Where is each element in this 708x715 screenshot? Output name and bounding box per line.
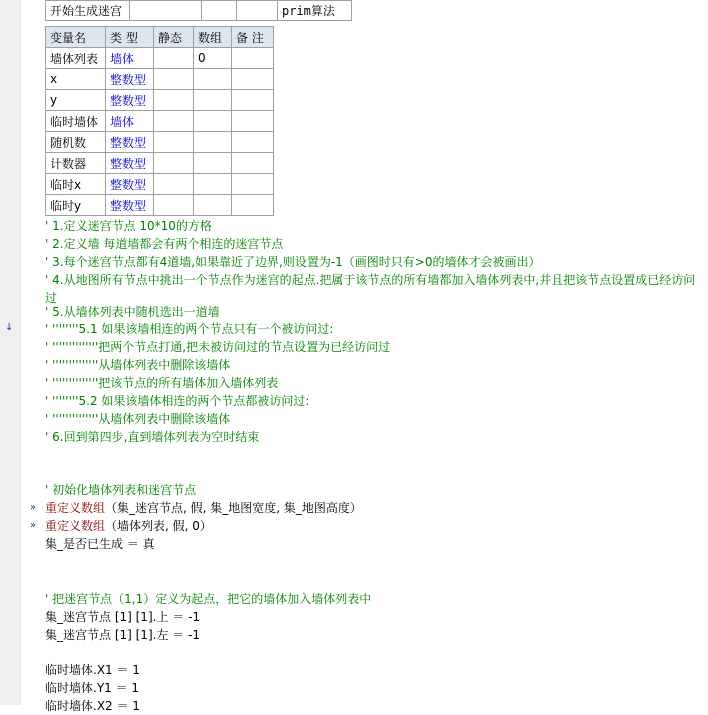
var-name[interactable]: 临时墙体 — [46, 111, 106, 132]
var-type[interactable]: 墙体 — [106, 111, 154, 132]
subroutine-call-icon: » — [30, 502, 37, 513]
subroutine-header-table — [45, 0, 352, 21]
var-note[interactable] — [232, 132, 274, 153]
var-type[interactable]: 整数型 — [106, 174, 154, 195]
var-name[interactable]: y — [46, 90, 106, 111]
variable-row[interactable] — [46, 153, 274, 174]
variable-row[interactable] — [46, 111, 274, 132]
var-static[interactable] — [154, 153, 194, 174]
comment-line[interactable]: ' 2.定义墙 每道墙都会有两个相连的迷宫节点 — [45, 237, 284, 251]
var-array[interactable] — [194, 132, 232, 153]
subroutine-cell-4[interactable] — [237, 1, 278, 21]
comment-line[interactable]: ' ''''''''''''''把两个节点打通,把未被访问过的节点设置为已经访问过 — [45, 340, 391, 354]
variable-row[interactable] — [46, 48, 274, 69]
comment-line[interactable]: ' ''''''''''''''从墙体列表中删除该墙体 — [45, 358, 231, 372]
header-static: 静态 — [154, 27, 194, 48]
variable-row[interactable] — [46, 174, 274, 195]
comment-line[interactable]: ' 5.从墙体列表中随机选出一道墙 — [45, 305, 220, 319]
code-line[interactable]: 临时墙体.X2 ＝ 1 — [45, 699, 140, 713]
command-name: 重定义数组 — [45, 501, 106, 515]
var-static[interactable] — [154, 48, 194, 69]
comment-line[interactable]: ' 3.每个迷宫节点都有4道墙,如果靠近了边界,则设置为-1（画图时只有>0的墙体才会被画出） — [45, 255, 541, 269]
comment-line[interactable]: ' ''''''''''''''从墙体列表中删除该墙体 — [45, 412, 231, 426]
var-type[interactable]: 整数型 — [106, 153, 154, 174]
code-line[interactable]: 临时墙体.X1 ＝ 1 — [45, 663, 140, 677]
code-line[interactable]: 集_迷宫节点 [1] [1].左 ＝ -1 — [45, 628, 201, 642]
variable-row[interactable] — [46, 195, 274, 216]
var-name[interactable]: 临时x — [46, 174, 106, 195]
var-static[interactable] — [154, 111, 194, 132]
var-name[interactable]: 临时y — [46, 195, 106, 216]
variable-row[interactable] — [46, 132, 274, 153]
comment-line[interactable]: ' 把迷宫节点（1,1）定义为起点，把它的墙体加入墙体列表中 — [45, 592, 372, 606]
var-array[interactable] — [194, 69, 232, 90]
var-static[interactable] — [154, 174, 194, 195]
var-name[interactable]: 随机数 — [46, 132, 106, 153]
code-line[interactable]: 集_是否已生成 ＝ 真 — [45, 537, 155, 551]
variable-table-header — [46, 27, 274, 48]
var-note[interactable] — [232, 195, 274, 216]
var-array[interactable] — [194, 111, 232, 132]
header-array: 数组 — [194, 27, 232, 48]
var-static[interactable] — [154, 90, 194, 111]
subroutine-public[interactable] — [202, 1, 237, 21]
command-name: 重定义数组 — [45, 519, 106, 533]
var-note[interactable] — [232, 174, 274, 195]
var-name[interactable]: 计数器 — [46, 153, 106, 174]
subroutine-name[interactable]: 开始生成迷宫 — [46, 1, 130, 21]
var-note[interactable] — [232, 48, 274, 69]
var-type[interactable]: 整数型 — [106, 132, 154, 153]
var-static[interactable] — [154, 195, 194, 216]
code-line-redim[interactable] — [45, 499, 362, 517]
command-args: （墙体列表, 假, 0） — [105, 519, 212, 533]
var-name[interactable]: 墙体列表 — [46, 48, 106, 69]
code-line[interactable]: 集_迷宫节点 [1] [1].上 ＝ -1 — [45, 610, 201, 624]
var-type[interactable]: 整数型 — [106, 90, 154, 111]
variable-row[interactable] — [46, 69, 274, 90]
subroutine-return-type[interactable] — [130, 1, 202, 21]
comment-line[interactable]: ' ''''''''5.2 如果该墙体相连的两个节点都被访问过: — [45, 394, 310, 408]
header-name: 变量名 — [46, 27, 106, 48]
command-args: （集_迷宫节点, 假, 集_地图宽度, 集_地图高度） — [105, 501, 362, 515]
subroutine-call-icon: » — [30, 520, 37, 531]
execution-arrow-icon: ↓ — [5, 322, 14, 333]
subroutine-note[interactable]: prim算法 — [278, 1, 352, 21]
variable-row[interactable] — [46, 90, 274, 111]
comment-line[interactable]: ' 1.定义迷宫节点 10*10的方格 — [45, 219, 212, 233]
var-name[interactable]: x — [46, 69, 106, 90]
comment-line[interactable]: ' 4.从地图所有节点中挑出一个节点作为迷宫的起点.把属于该节点的所有墙都加入墙体列表中,并且把该节点设置成已经访问过 — [45, 273, 696, 305]
var-array[interactable] — [194, 90, 232, 111]
var-note[interactable] — [232, 69, 274, 90]
code-line-redim[interactable] — [45, 517, 212, 535]
comment-line[interactable]: ' 初始化墙体列表和迷宫节点 — [45, 483, 197, 497]
var-note[interactable] — [232, 111, 274, 132]
comment-line[interactable]: ' ''''''''5.1 如果该墙相连的两个节点只有一个被访问过: — [45, 322, 334, 336]
var-type[interactable]: 整数型 — [106, 69, 154, 90]
var-type[interactable]: 墙体 — [106, 48, 154, 69]
var-static[interactable] — [154, 132, 194, 153]
var-array[interactable] — [194, 153, 232, 174]
var-array[interactable] — [194, 195, 232, 216]
code-line[interactable]: 临时墙体.Y1 ＝ 1 — [45, 681, 140, 695]
header-note: 备 注 — [232, 27, 274, 48]
comment-line[interactable]: ' 6.回到第四步,直到墙体列表为空时结束 — [45, 430, 260, 444]
editor-gutter — [0, 0, 20, 705]
var-array[interactable]: 0 — [194, 48, 232, 69]
var-note[interactable] — [232, 90, 274, 111]
var-type[interactable]: 整数型 — [106, 195, 154, 216]
var-array[interactable] — [194, 174, 232, 195]
variable-table — [45, 26, 274, 216]
var-note[interactable] — [232, 153, 274, 174]
comment-line[interactable]: ' ''''''''''''''把该节点的所有墙体加入墙体列表 — [45, 376, 279, 390]
header-type: 类 型 — [106, 27, 154, 48]
gutter-divider — [20, 0, 21, 705]
var-static[interactable] — [154, 69, 194, 90]
